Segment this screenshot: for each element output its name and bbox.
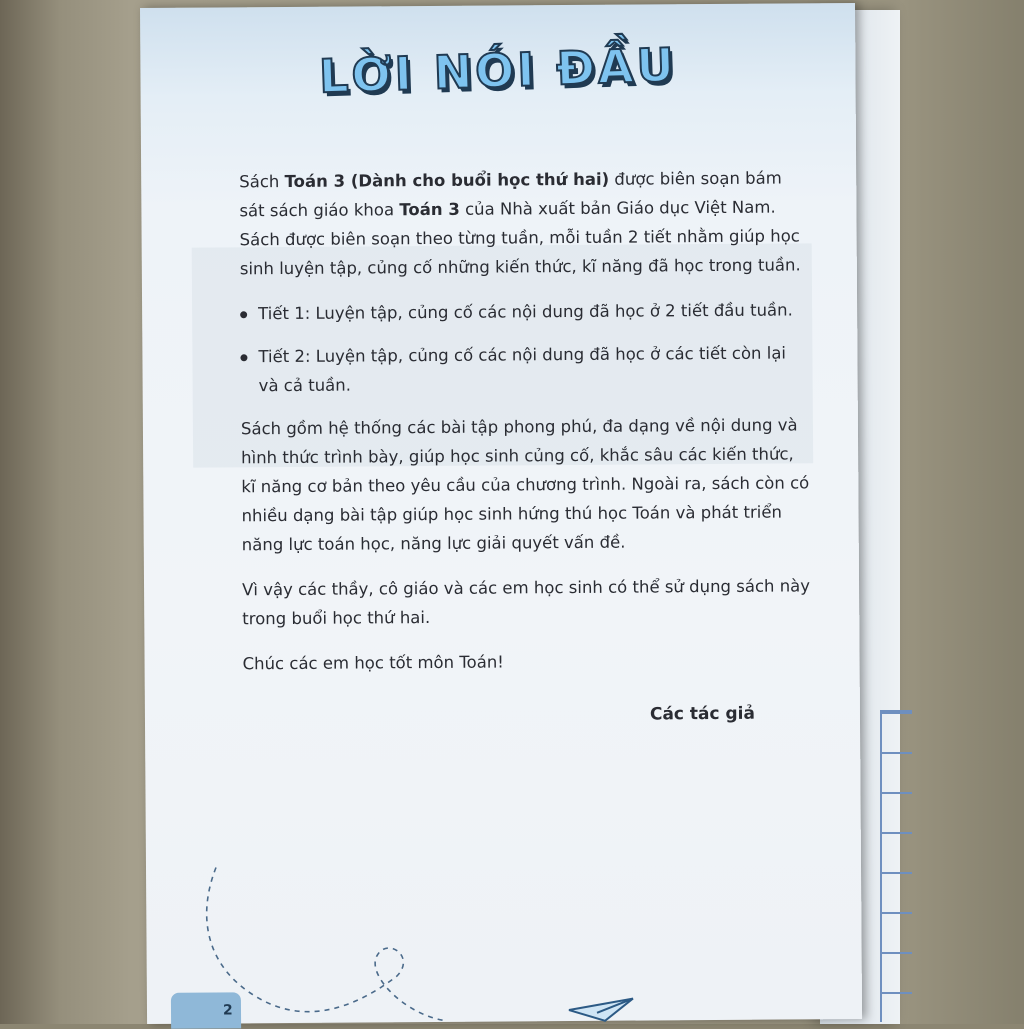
- intro-paragraph: [239, 163, 810, 283]
- intro-text-2: được biên soạn bám sát sách giáo khoa: [239, 168, 782, 221]
- book-page: [140, 3, 862, 1024]
- list-item: Tiết 1: Luyện tập, củng cố các nội dung đã học ở 2 tiết đầu tuần.: [240, 295, 810, 328]
- intro-text-1: Sách: [239, 171, 285, 192]
- page-title: LỜI NÓI ĐẦU: [318, 37, 678, 104]
- intro-book-ref: Toán 3: [399, 199, 460, 220]
- content-paragraph: Sách gồm hệ thống các bài tập phong phú, đa dạng về nội dung và hình thức trình bày, giúp học sinh củng cố, khắc sâu các kiến thức, kĩ năng cơ bản theo yêu cầu của chương trình. Ngoài ra, sách còn có nhiều dạng bài tập giúp học sinh hứng thú học Toán và phát triển năng lực toán học, năng lực giải quyết vấn đề.: [240, 415, 810, 555]
- page-body: [239, 163, 813, 694]
- closing-paragraph: Chúc các em học tốt môn Toán!: [242, 652, 504, 674]
- page-number: 2: [171, 992, 241, 1028]
- facing-page-grid: [880, 710, 912, 1022]
- signature: Các tác giả: [649, 703, 756, 725]
- intro-text-3: của Nhà xuất bản Giáo dục Việt Nam. Sách được biên soạn theo từng tuần, mỗi tuần 2 tiết nhằm giúp học sinh luyện tập, củng cố những kiến thức, kĩ năng đã học trong tuần.: [239, 197, 801, 279]
- lesson-list: [240, 295, 811, 400]
- paper-plane-icon: [567, 995, 637, 1025]
- list-item: Tiết 2: Luyện tập, củng cố các nội dung đã học ở các tiết còn lại và cả tuần.: [240, 338, 810, 400]
- intro-book-title: Toán 3 (Dành cho buổi học thứ hai): [284, 169, 610, 191]
- usage-paragraph: Vì vậy các thầy, cô giáo và các em học sinh có thể sử dụng sách này trong buổi học thứ hai.: [241, 576, 811, 629]
